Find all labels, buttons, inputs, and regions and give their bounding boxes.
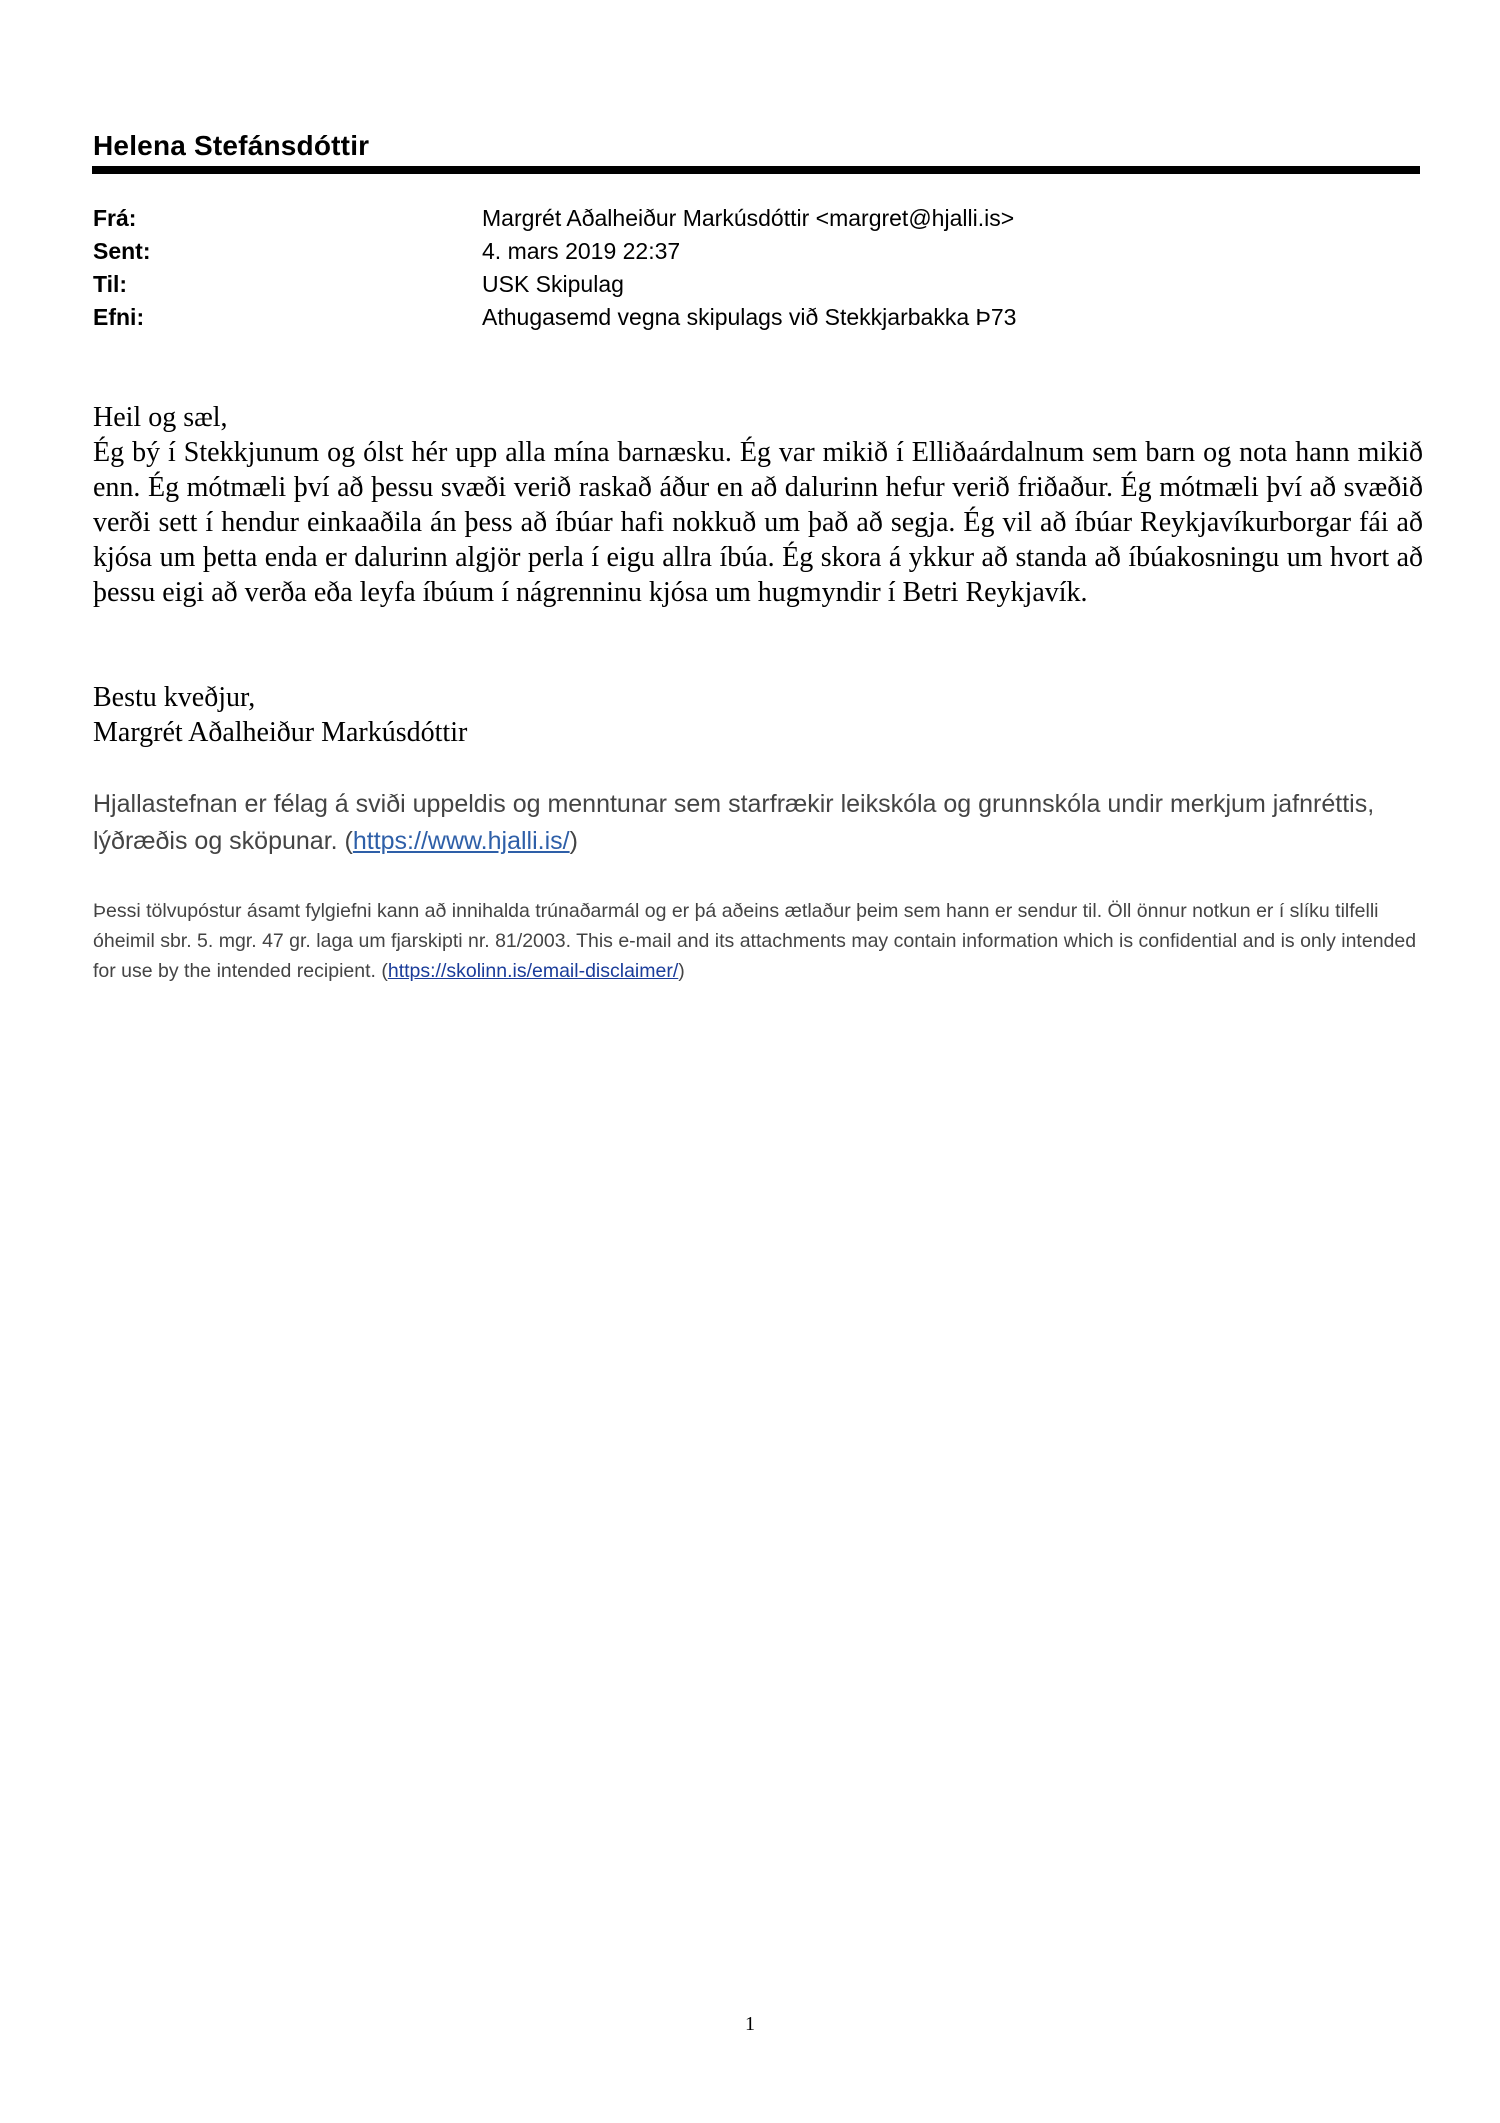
disclaimer-link[interactable]: https://skolinn.is/email-disclaimer/ — [387, 960, 679, 982]
disclaimer-text: Þessi tölvupóstur ásamt fylgiefni kann að innihalda trúnaðarmál og er þá aðeins ætlaður þeim sem hann er sendur til. Öll önnur notkun er í slíku tilfelli óheimil sbr. 5. mgr. 47 gr. laga um fjarskipti nr. 81/2003. This e-mail and its attachments may contain information which is confidential and is only intended for use by the intended recipient. ( — [93, 900, 1417, 982]
signer-name: Margrét Aðalheiður Markúsdóttir — [93, 717, 468, 748]
email-metadata — [93, 202, 1393, 334]
greeting: Heil og sæl, — [93, 402, 228, 433]
signoff — [93, 680, 467, 750]
meta-value-sent: 4. mars 2019 22:37 — [482, 238, 681, 264]
org-footer-close: ) — [569, 827, 578, 855]
disclaimer — [93, 896, 1423, 986]
meta-label-to: Til: — [93, 271, 128, 297]
closing: Bestu kveðjur, — [93, 682, 256, 713]
meta-label-from: Frá: — [93, 205, 137, 231]
body-paragraph: Ég bý í Stekkjunum og ólst hér upp alla mína barnæsku. Ég var mikið í Elliðaárdalnum sem barn og nota hann mikið enn. Ég mótmæli því að þessu svæði verið raskað áður en að dalurinn hefur verið friðaður. Ég mótmæli því að svæðið verði sett í hendur einkaaðila án þess að íbúar hafi nokkuð um það að segja. Ég vil að íbúar Reykjavíkurborgar fái að kjósa um þetta enda er dalurinn algjör perla í eigu allra íbúa. Ég skora á ykkur að standa að íbúakosningu um hvort að þessu eigi að verða eða leyfa íbúum í nágrenninu kjósa um hugmyndir í Betri Reykjavík. — [93, 437, 1423, 608]
meta-row-to — [93, 268, 1393, 301]
header-name: Helena Stefánsdóttir — [93, 130, 370, 161]
meta-row-subject — [93, 301, 1393, 334]
meta-value-to: USK Skipulag — [482, 271, 624, 297]
hjalli-link[interactable]: https://www.hjalli.is/ — [352, 827, 570, 855]
org-footer-text: Hjallastefnan er félag á sviði uppeldis og menntunar sem starfrækir leikskóla og grunnskóla undir merkjum jafnréttis, lýðræðis og sköpunar. ( — [93, 790, 1375, 855]
disclaimer-close: ) — [678, 960, 685, 982]
meta-value-subject: Athugasemd vegna skipulags við Stekkjarbakka Þ73 — [482, 304, 1017, 330]
page-number: 1 — [745, 2013, 755, 2035]
meta-row-sent — [93, 235, 1393, 268]
org-footer — [93, 786, 1423, 860]
meta-label-subject: Efni: — [93, 304, 145, 330]
meta-value-from: Margrét Aðalheiður Markúsdóttir <margret@hjalli.is> — [482, 205, 1015, 231]
meta-row-from — [93, 202, 1393, 235]
header-rule — [92, 166, 1420, 174]
meta-label-sent: Sent: — [93, 238, 151, 264]
email-body — [93, 400, 1423, 610]
